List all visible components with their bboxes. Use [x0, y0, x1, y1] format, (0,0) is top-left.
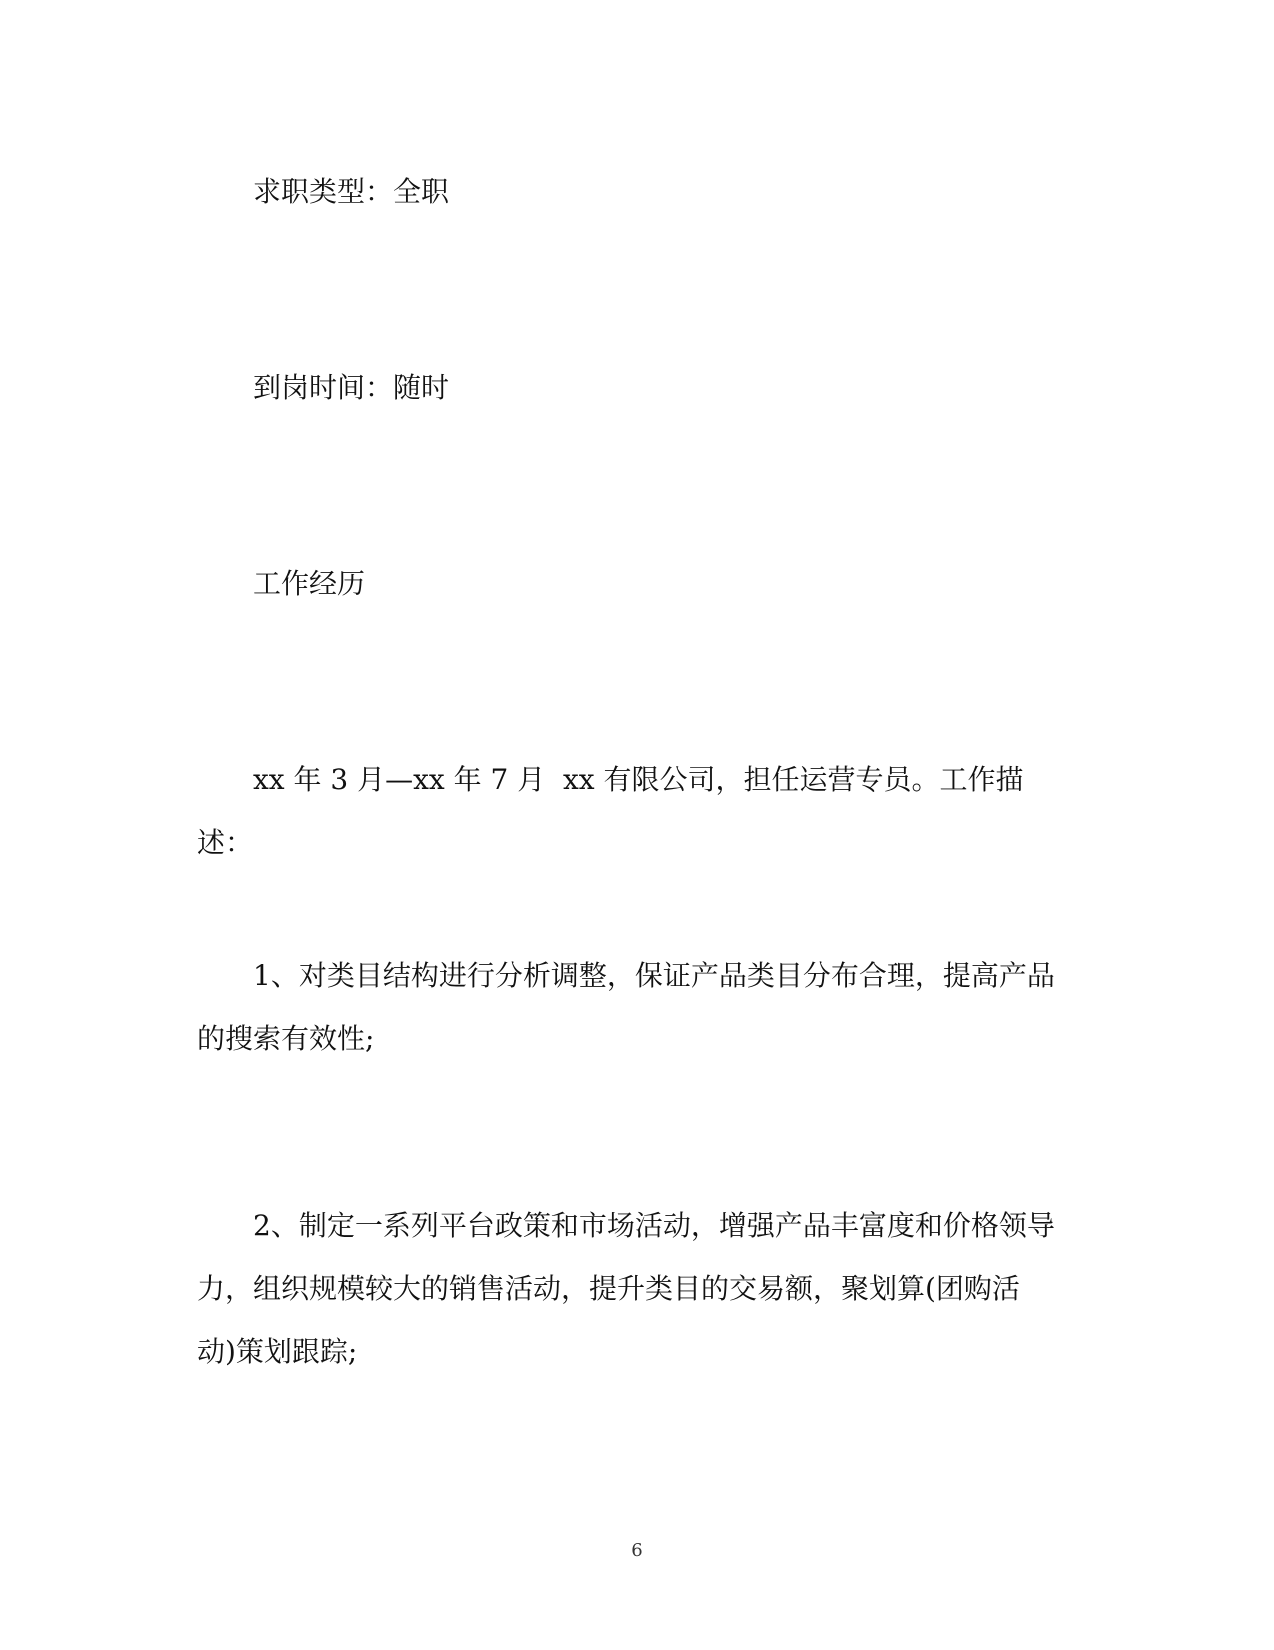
page-number: 6 [631, 1540, 643, 1561]
job-type-line: 求职类型：全职 [253, 175, 450, 208]
duty-item-2: 2、制定一系列平台政策和市场活动，增强产品丰富度和价格领导力，组织规模较大的销售活动，提升类目的交易额，聚划算(团购活动)策划跟踪; [197, 1209, 1055, 1368]
availability-line: 到岗时间：随时 [253, 371, 450, 404]
employment-entry: xx 年 3 月—xx 年 7 月 xx 有限公司，担任运营专员。工作描述： [197, 763, 1024, 859]
duty-item-1: 1、对类目结构进行分析调整，保证产品类目分布合理，提高产品的搜索有效性; [197, 959, 1055, 1055]
work-experience-heading: 工作经历 [253, 567, 366, 600]
